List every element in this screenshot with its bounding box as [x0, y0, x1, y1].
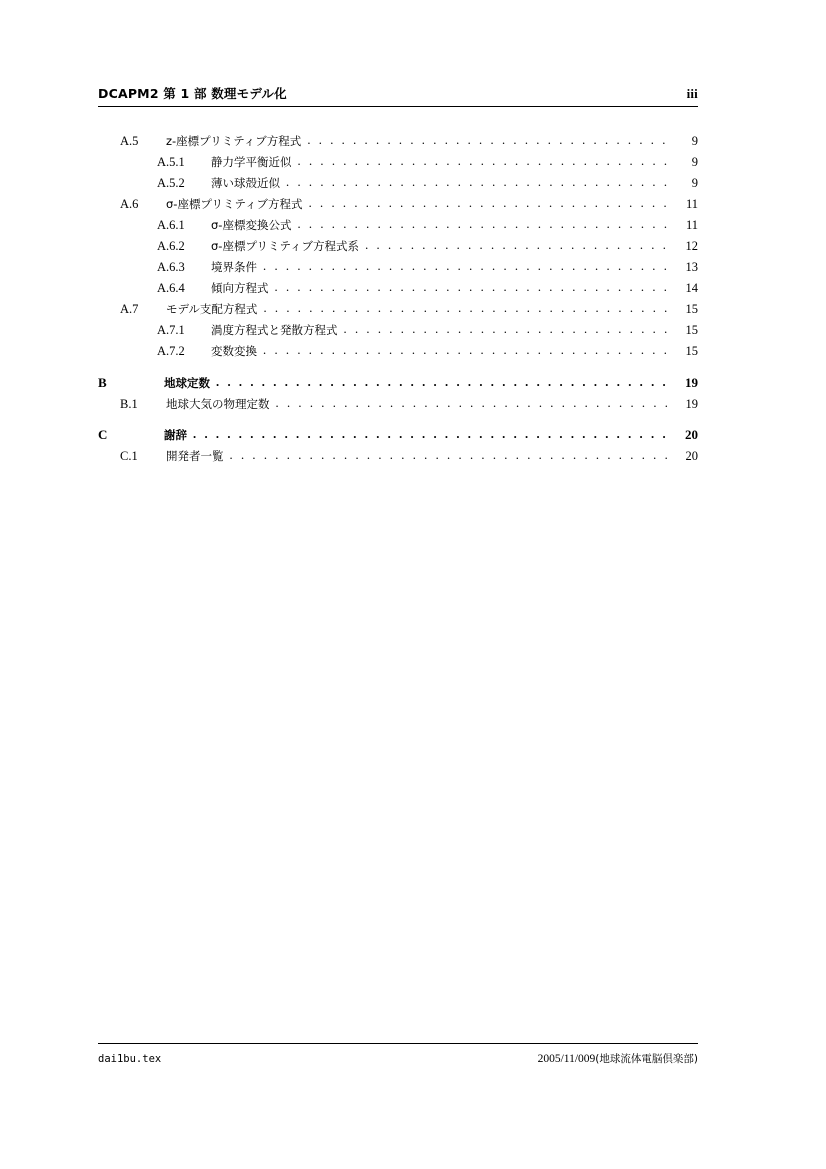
toc-leader-dots	[276, 397, 673, 410]
page-content	[98, 84, 698, 471]
toc-entry[interactable]	[98, 240, 698, 253]
toc-entry[interactable]	[98, 428, 698, 442]
toc-entry-page: 11	[685, 197, 698, 211]
footer-org: (地球流体電脳倶楽部)	[595, 1053, 698, 1065]
toc-entry-title: σ-座標プリミティブ方程式系	[211, 239, 360, 253]
toc-entry-number: C.1	[120, 449, 138, 463]
toc-entry-number: A.6.2	[157, 239, 185, 253]
toc-entry[interactable]	[98, 450, 698, 463]
toc-entry-title: 謝辞	[164, 428, 187, 442]
toc-entry[interactable]	[98, 135, 698, 148]
toc-entry-number: A.5.2	[157, 176, 185, 190]
toc-entry-number: A.6	[120, 197, 139, 211]
toc-entry-page: 13	[685, 260, 698, 274]
toc-entry-number: B	[98, 374, 107, 390]
toc-leader-dots	[286, 176, 672, 189]
toc-entry-number: A.6.4	[157, 281, 185, 295]
toc-entry-number: A.5.1	[157, 155, 185, 169]
toc-leader-dots	[263, 260, 672, 273]
toc-entry[interactable]	[98, 303, 698, 316]
toc-entry-page: 20	[685, 449, 698, 463]
toc-entry-title: 傾向方程式	[211, 281, 269, 295]
header-rule	[98, 106, 698, 107]
toc-entry-page: 9	[691, 176, 698, 190]
toc-entry-title: 薄い球殻近似	[211, 176, 280, 190]
toc-entry-number: A.6.1	[157, 218, 185, 232]
toc-entry-number: C	[98, 427, 108, 442]
toc-entry-number: A.6.3	[157, 260, 185, 274]
toc-entry[interactable]	[98, 282, 698, 295]
toc-leader-dots	[263, 302, 672, 315]
table-of-contents	[98, 135, 698, 463]
toc-entry-number: A.7	[120, 302, 139, 316]
toc-entry[interactable]	[98, 198, 698, 211]
page-footer	[98, 1043, 698, 1066]
toc-entry[interactable]	[98, 156, 698, 169]
toc-entry-page: 14	[685, 281, 698, 295]
toc-leader-dots	[365, 239, 672, 252]
toc-entry-title: σ-座標プリミティブ方程式	[166, 197, 303, 211]
toc-leader-dots	[307, 134, 672, 147]
toc-entry-number: A.7.2	[157, 344, 185, 358]
toc-leader-dots	[216, 376, 672, 389]
toc-entry[interactable]	[98, 219, 698, 232]
toc-leader-dots	[298, 155, 673, 168]
footer-rule	[98, 1043, 698, 1044]
toc-entry-number: A.7.1	[157, 323, 185, 337]
toc-entry-page: 9	[691, 134, 698, 148]
toc-leader-dots	[230, 449, 673, 462]
toc-entry-title: σ-座標変換公式	[211, 218, 292, 232]
toc-entry[interactable]	[98, 261, 698, 274]
toc-entry-title: 地球定数	[164, 375, 210, 390]
toc-leader-dots	[297, 218, 672, 231]
toc-leader-dots	[275, 281, 673, 294]
toc-leader-dots	[193, 428, 672, 441]
toc-entry-page: 15	[685, 302, 698, 316]
toc-entry[interactable]	[98, 376, 698, 390]
footer-filename: dai1bu.tex	[98, 1053, 162, 1065]
toc-entry-page: 12	[685, 239, 698, 253]
running-header-title: DCAPM2 第 1 部 数理モデル化	[98, 86, 287, 101]
toc-entry-title: 地球大気の物理定数	[166, 396, 270, 411]
running-header	[98, 84, 698, 106]
toc-entry-title: 開発者一覧	[166, 449, 224, 463]
toc-entry-title: 静力学平衡近似	[211, 155, 292, 169]
toc-entry-page: 11	[685, 218, 698, 232]
toc-entry-page: 9	[691, 155, 698, 169]
page-number-header: iii	[686, 86, 698, 101]
toc-entry-number: B.1	[120, 396, 138, 411]
toc-entry-title: z-座標プリミティブ方程式	[166, 134, 302, 148]
toc-leader-dots	[344, 323, 673, 336]
toc-entry[interactable]	[98, 177, 698, 190]
toc-entry[interactable]	[98, 345, 698, 358]
toc-entry[interactable]	[98, 324, 698, 337]
toc-entry-title: 渦度方程式と発散方程式	[211, 323, 338, 337]
toc-leader-dots	[263, 344, 672, 357]
toc-entry-title: モデル支配方程式	[166, 302, 258, 316]
toc-leader-dots	[309, 197, 672, 210]
toc-entry-page: 20	[685, 427, 698, 442]
toc-entry-title: 境界条件	[211, 260, 257, 274]
toc-entry-page: 19	[685, 374, 698, 390]
toc-entry-page: 15	[685, 344, 698, 358]
toc-entry-page: 19	[685, 396, 698, 411]
toc-entry-title: 変数変換	[211, 344, 257, 358]
toc-entry-page: 15	[685, 323, 698, 337]
toc-entry-number: A.5	[120, 134, 139, 148]
toc-entry[interactable]	[98, 398, 698, 411]
footer-date-org	[538, 1051, 698, 1066]
footer-date: 2005/11/009	[537, 1053, 596, 1065]
